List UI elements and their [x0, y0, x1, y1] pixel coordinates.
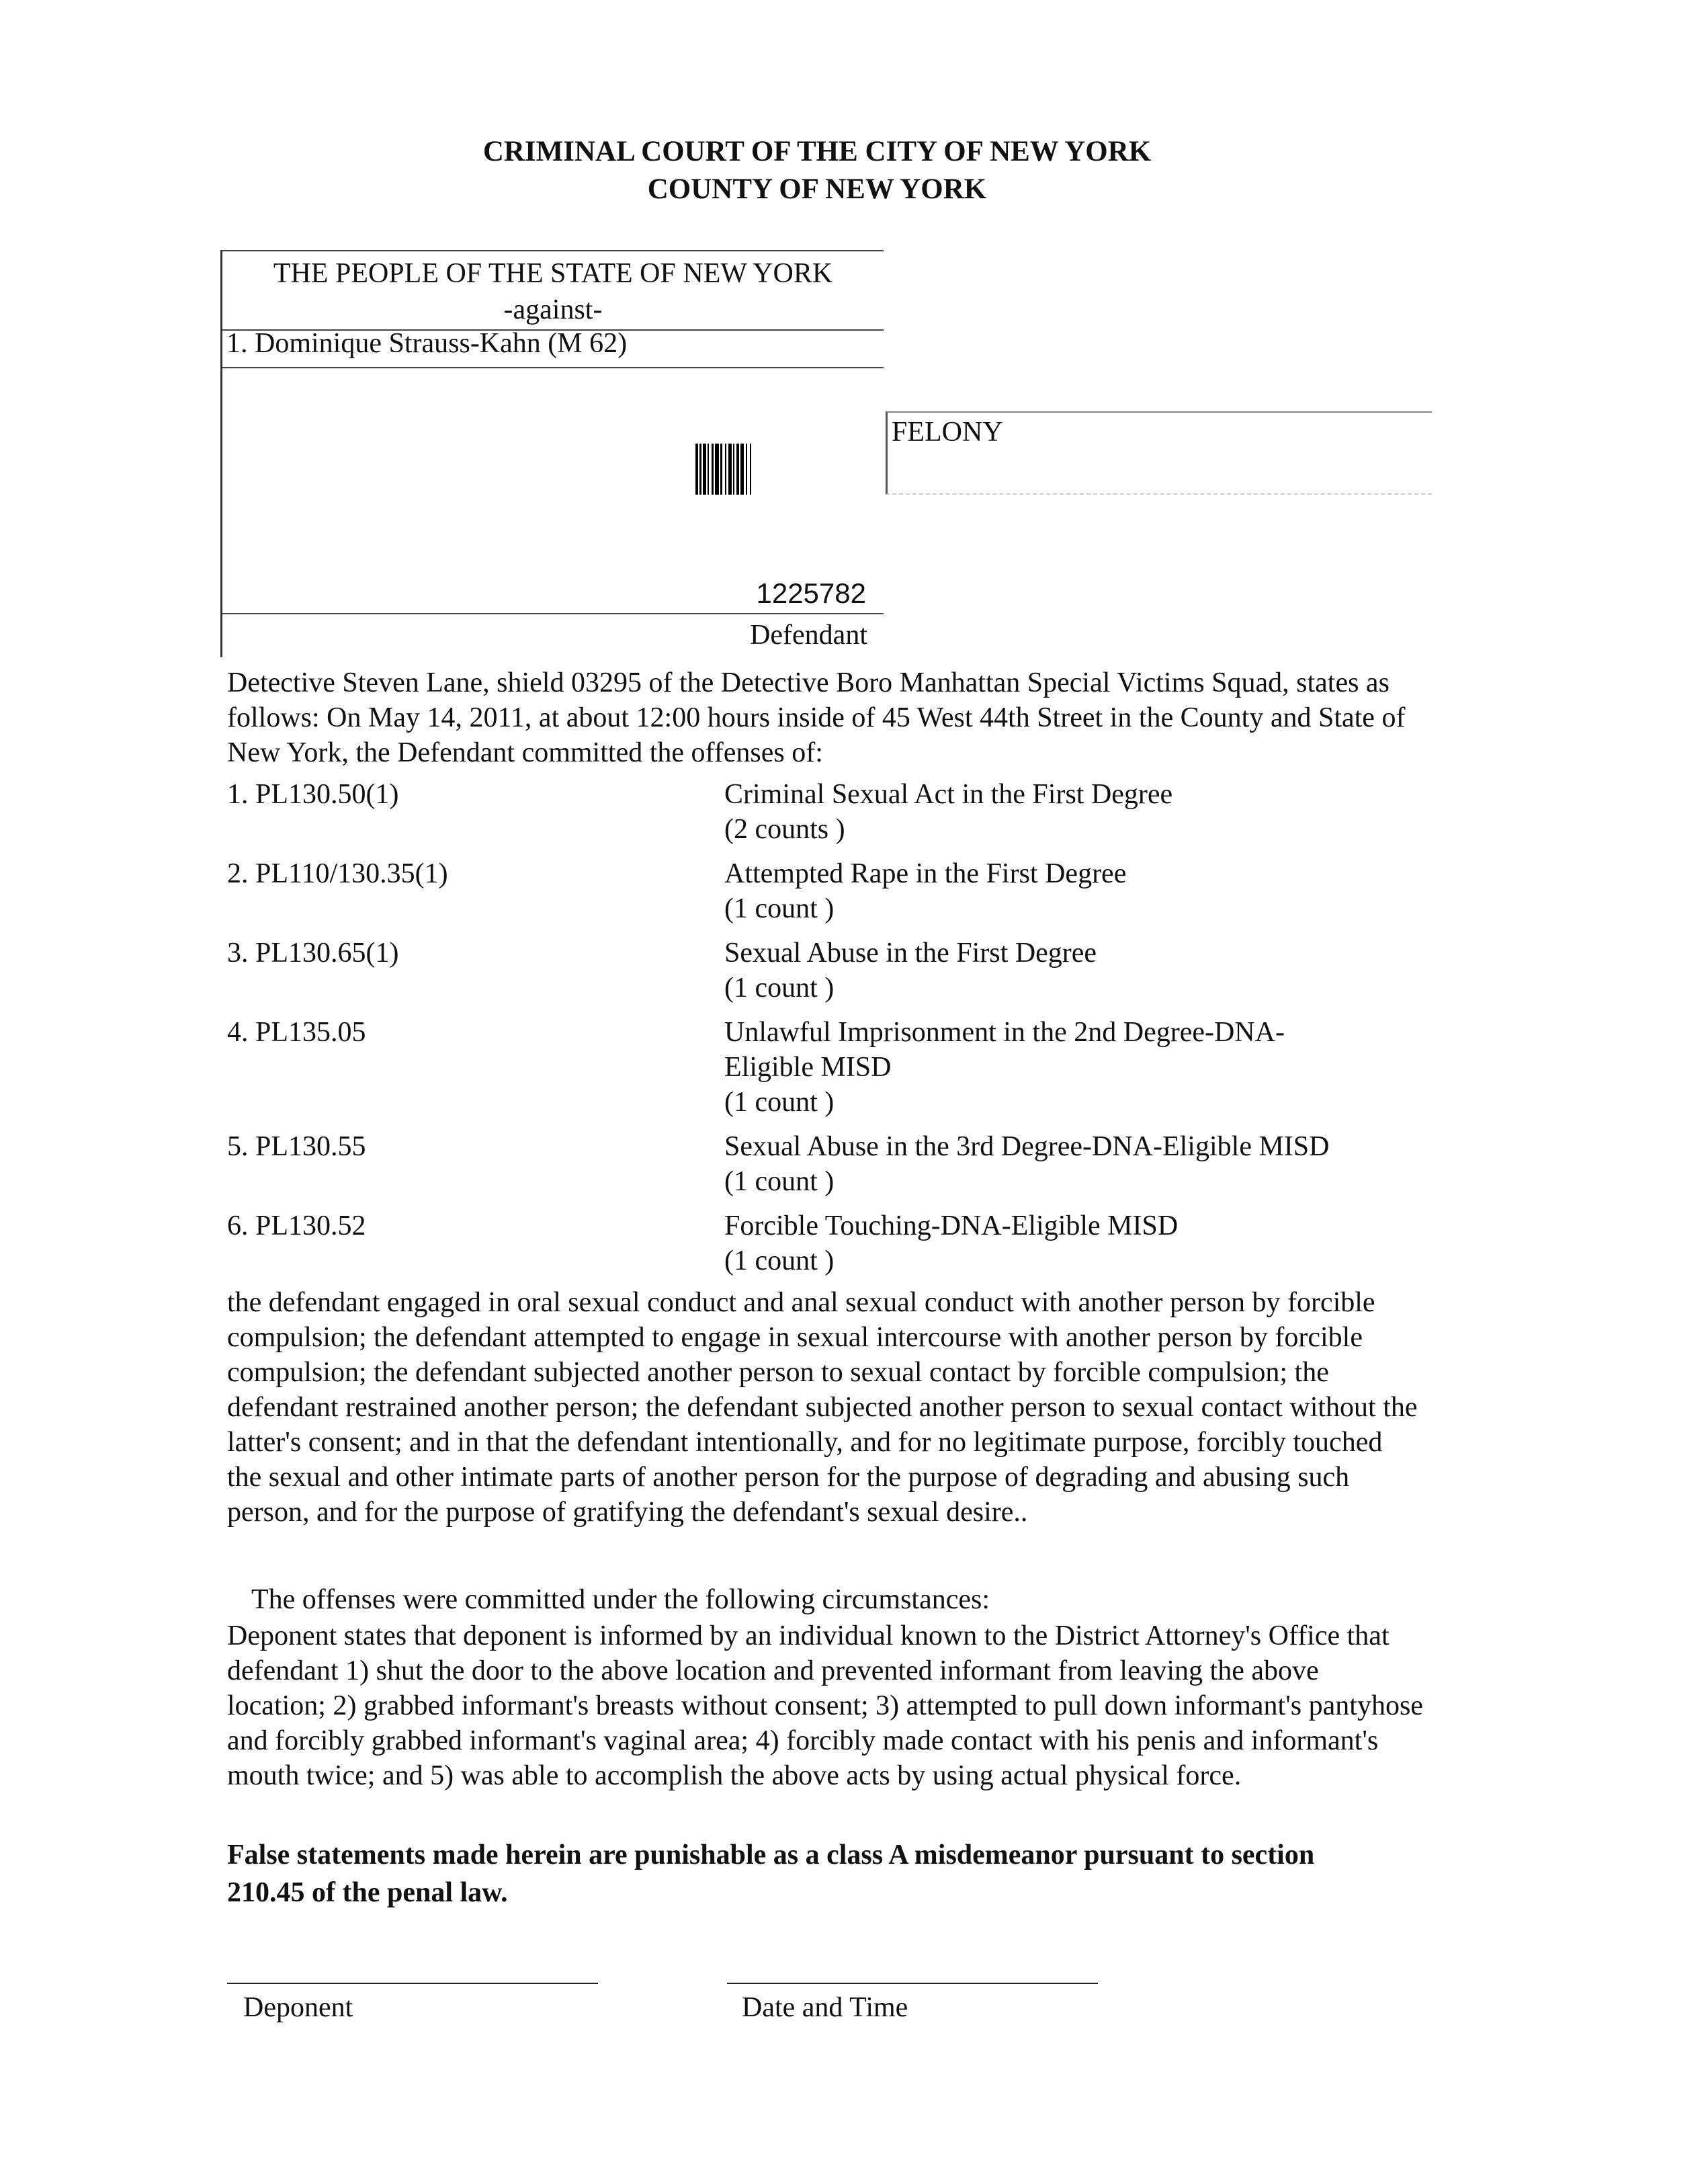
barcode-bar — [720, 444, 722, 495]
court-header — [0, 133, 1634, 208]
complaint-statement: Detective Steven Lane, shield 03295 of the Detective Boro Manhattan Special Victims Squad, states as follows: On May 14, 2011, at about 12:00 hours inside of 45 West 44th Street in the County and State of New York, the Defendant committed the offenses of: — [227, 667, 1406, 768]
barcode-bar — [695, 444, 698, 495]
charge-code: 2. PL110/130.35(1) — [227, 858, 448, 889]
charge-description-block — [724, 936, 1437, 1005]
barcode-bar — [703, 444, 706, 495]
barcode-bar — [740, 444, 744, 495]
caption-rule-2 — [222, 367, 884, 368]
caption-rule-3 — [222, 613, 884, 614]
charge-code: 4. PL135.05 — [227, 1017, 366, 1048]
date-signature-line — [727, 1983, 1098, 1984]
barcode-bar — [708, 444, 709, 495]
defendant-name: 1. Dominique Strauss-Kahn (M 62) — [226, 328, 628, 359]
charge-code: 3. PL130.65(1) — [227, 938, 399, 969]
charge-count: (1 count ) — [724, 1087, 835, 1118]
charge-code: 6. PL130.52 — [227, 1210, 366, 1241]
date-label: Date and Time — [742, 1992, 908, 2023]
charge-count: (1 count ) — [724, 893, 835, 924]
charge-code: 5. PL130.55 — [227, 1131, 366, 1162]
classification-box — [886, 411, 1432, 495]
docket-barcode — [695, 444, 823, 495]
defendant-label: Defendant — [750, 620, 867, 651]
circumstances-intro: The offenses were committed under the following circumstances: — [251, 1584, 990, 1615]
barcode-bar — [699, 444, 701, 495]
charge-description-block — [724, 777, 1437, 847]
barcode-bar — [725, 444, 726, 495]
barcode-bar — [715, 444, 719, 495]
charge-description-block — [724, 1015, 1369, 1120]
charge-count: (2 counts ) — [724, 814, 845, 845]
perjury-warning: False statements made herein are punishable as a class A misdemeanor pursuant to section 210.45 of the penal law. — [227, 1840, 1315, 1908]
caption-top-rule — [222, 250, 884, 251]
charge-description-block — [724, 856, 1437, 926]
barcode-bar — [728, 444, 732, 495]
barcode-bar — [712, 444, 714, 495]
caption-people — [222, 255, 884, 328]
case-caption-box — [220, 250, 884, 657]
classification-label: FELONY — [892, 417, 1003, 448]
county-name: COUNTY OF NEW YORK — [647, 173, 987, 205]
charge-description-block — [724, 1208, 1437, 1278]
charge-description: Sexual Abuse in the 3rd Degree-DNA-Eligible MISD — [724, 1131, 1330, 1162]
deponent-label: Deponent — [243, 1992, 353, 2023]
caption-plaintiff: THE PEOPLE OF THE STATE OF NEW YORK — [273, 258, 833, 289]
charge-code: 1. PL130.50(1) — [227, 779, 399, 810]
charge-description: Sexual Abuse in the First Degree — [724, 938, 1097, 969]
docket-number: 1225782 — [756, 577, 866, 609]
deponent-signature-line — [227, 1983, 598, 1984]
barcode-bar — [746, 444, 747, 495]
charge-description-block — [724, 1129, 1437, 1199]
charge-description: Criminal Sexual Act in the First Degree — [724, 779, 1173, 810]
charge-count: (1 count ) — [724, 1166, 835, 1197]
charge-count: (1 count ) — [724, 973, 835, 1003]
court-name: CRIMINAL COURT OF THE CITY OF NEW YORK — [482, 136, 1152, 167]
caption-against: -against- — [503, 294, 603, 325]
barcode-bar — [750, 444, 751, 495]
circumstances-paragraph: Deponent states that deponent is informed by an individual known to the District Attorney's Office that defendant 1) shut the door to the above location and prevented informant from leaving the above location; 2) grabbed informant's breasts without consent; 3) attempted to pull down informant's pantyhose and forcibly grabbed informant's vaginal area; 4) forcibly made contact with his penis and informant's mouth twice; and 5) was able to accomplish the above acts by using actual physical force. — [227, 1620, 1423, 1791]
barcode-bar — [736, 444, 739, 495]
charge-description: Unlawful Imprisonment in the 2nd Degree-DNA-Eligible MISD — [724, 1017, 1285, 1083]
charge-description: Forcible Touching-DNA-Eligible MISD — [724, 1210, 1179, 1241]
offense-elements-paragraph: the defendant engaged in oral sexual conduct and anal sexual conduct with another person by forcible compulsion; the defendant attempted to engage in sexual intercourse with another person by forcible compulsion; the defendant subjected another person to sexual contact by forcible compulsion; the defendant restrained another person; the defendant subjected another person to sexual contact without the latter's consent; and in that the defendant intentionally, and for no legitimate purpose, forcibly touched the sexual and other intimate parts of another person for the purpose of degrading and abusing such person, and for the purpose of gratifying the defendant's sexual desire.. — [227, 1287, 1418, 1528]
barcode-bar — [733, 444, 734, 495]
charge-count: (1 count ) — [724, 1245, 835, 1276]
charge-description: Attempted Rape in the First Degree — [724, 858, 1127, 889]
